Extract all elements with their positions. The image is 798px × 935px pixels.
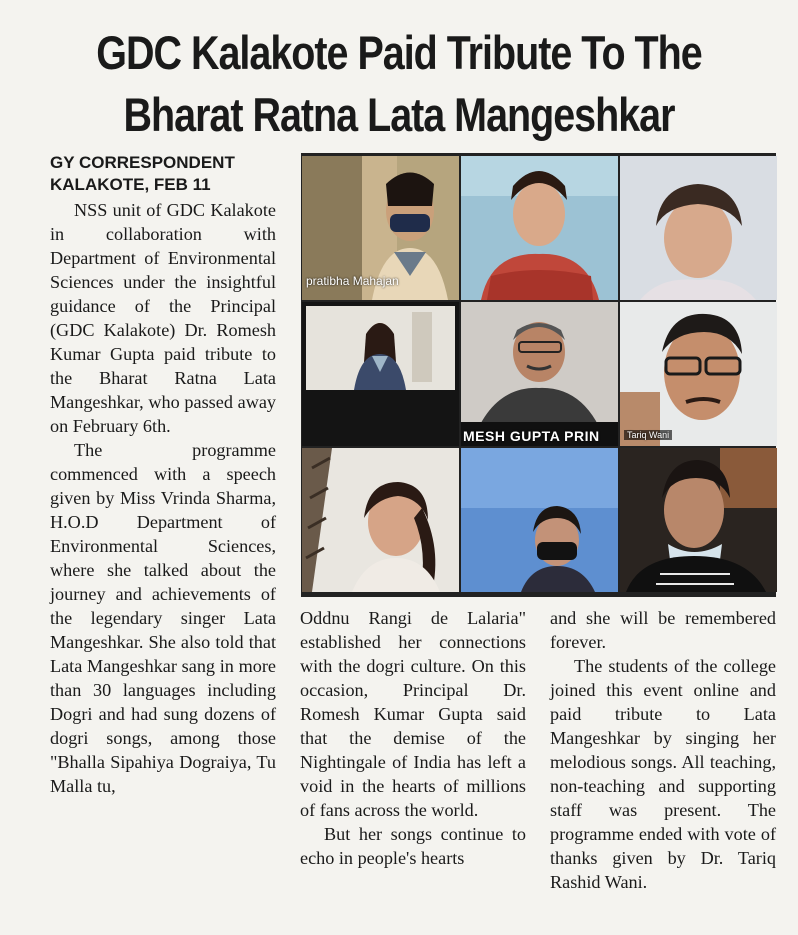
article-paragraph: Oddnu Rangi de Lalaria" established her connections with the dogri culture. On this occasion, Principal Dr. Romesh Kumar Gupta said that the demise of the Nightingale of India has left a void in the hearts of millions of fans across the world. (300, 608, 526, 820)
byline (50, 152, 295, 196)
participant-name-label: MESH GUPTA PRIN (463, 428, 600, 444)
participant-photo (461, 156, 618, 300)
participant-photo (620, 156, 777, 300)
participant-photo (620, 448, 777, 592)
headline-line-1: GDC Kalakote Paid Tribute To The (96, 26, 702, 79)
participant-tile (302, 448, 459, 592)
headline (81, 22, 718, 146)
article-paragraph: The programme commenced with a speech given by Miss Vrinda Sharma, H.O.D Department of Environmental Sciences, where she talked about the journey and achievements of the legendary singer Lata Mangeshkar. She also told that Lata Mangeshkar sang in more than 30 languages including Dogri and had sung dozens of dogri songs, among those "Bhalla Sipahiya Dograiya, Tu Malla tu, (50, 440, 276, 796)
participant-photo (461, 302, 618, 446)
headline-line-2: Bharat Ratna Lata Mangeshkar (123, 88, 675, 141)
participant-tile (620, 302, 777, 446)
article-column-1 (50, 198, 276, 798)
article-column-2 (300, 606, 526, 870)
video-call-photo-grid (301, 153, 776, 597)
participant-tile (302, 302, 459, 446)
participant-tile (461, 448, 618, 592)
participant-photo (302, 302, 459, 446)
participant-tile (461, 302, 618, 446)
article-paragraph: But her songs continue to echo in people's hearts (300, 824, 526, 868)
participant-tile (620, 448, 777, 592)
article-paragraph: and she will be remembered forever. (550, 608, 776, 652)
article-paragraph: The students of the college joined this event online and paid tribute to Lata Mangeshkar by singing her melodious songs. All teaching, non-teaching and supporting staff was present. The programme ended with vote of thanks given by Dr. Tariq Rashid Wani. (550, 656, 776, 892)
article-column-3 (550, 606, 776, 894)
byline-dateline: KALAKOTE, FEB 11 (50, 175, 211, 194)
participant-tile (302, 156, 459, 300)
participant-photo (461, 448, 618, 592)
participant-name-label: Tariq Wani (624, 430, 672, 440)
participant-tile (620, 156, 777, 300)
article-paragraph: NSS unit of GDC Kalakote in collaboration with Department of Environmental Sciences under the insightful guidance of the Principal (GDC Kalakote) Dr. Romesh Kumar Gupta paid tribute to the Bharat Ratna Lata Mangeshkar, who passed away on February 6th. (50, 200, 276, 436)
participant-photo (302, 448, 459, 592)
byline-author: GY CORRESPONDENT (50, 153, 235, 172)
participant-photo (620, 302, 777, 446)
participant-tile (461, 156, 618, 300)
participant-name-label: pratibha Mahajan (306, 274, 399, 288)
